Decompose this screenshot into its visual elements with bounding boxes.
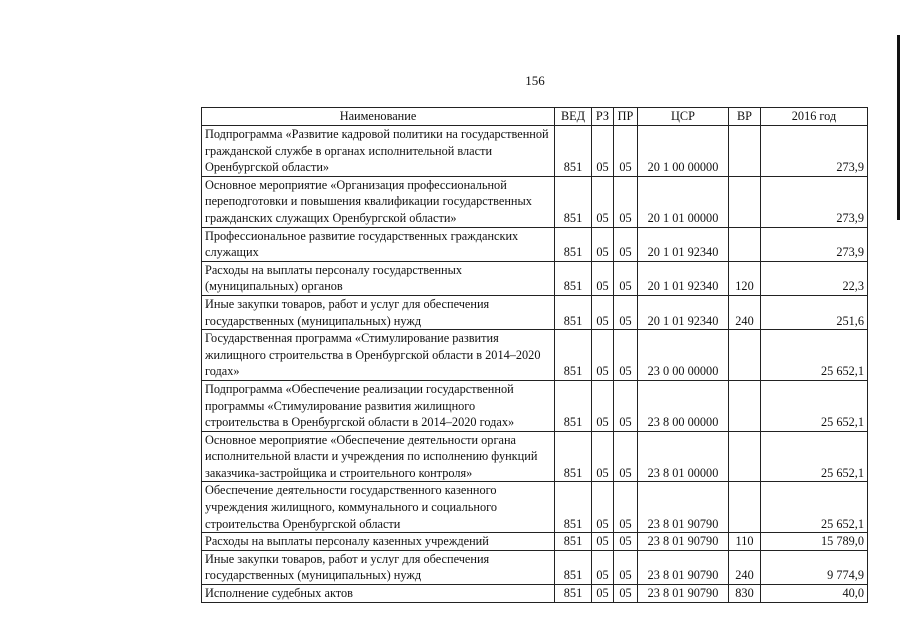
cell-csr: 20 1 01 92340 <box>638 227 729 261</box>
cell-name: Иные закупки товаров, работ и услуг для обеспечения государственных (муниципальных) нужд <box>202 295 555 329</box>
table-row <box>202 330 868 381</box>
cell-vr: 240 <box>729 550 761 584</box>
cell-rz: 05 <box>592 330 614 381</box>
cell-csr: 20 1 01 00000 <box>638 176 729 227</box>
cell-rz: 05 <box>592 176 614 227</box>
table-row <box>202 431 868 482</box>
cell-amount: 9 774,9 <box>761 550 868 584</box>
cell-name: Подпрограмма «Развитие кадровой политики на государственной гражданской службе в органах исполнительной власти Оренбургской области» <box>202 126 555 177</box>
cell-pr: 05 <box>614 176 638 227</box>
table-row <box>202 585 868 603</box>
table-row <box>202 176 868 227</box>
cell-ved: 851 <box>555 330 592 381</box>
column-header-name: Наименование <box>202 108 555 126</box>
cell-csr: 23 8 01 90790 <box>638 533 729 551</box>
cell-name: Расходы на выплаты персоналу государственных (муниципальных) органов <box>202 261 555 295</box>
cell-csr: 20 1 00 00000 <box>638 126 729 177</box>
cell-vr <box>729 330 761 381</box>
cell-amount: 273,9 <box>761 227 868 261</box>
scan-edge-mark <box>897 35 900 220</box>
cell-amount: 15 789,0 <box>761 533 868 551</box>
cell-csr: 23 0 00 00000 <box>638 330 729 381</box>
cell-name: Государственная программа «Стимулирование развития жилищного строительства в Оренбургской области в 2014–2020 годах» <box>202 330 555 381</box>
cell-rz: 05 <box>592 126 614 177</box>
cell-name: Основное мероприятие «Обеспечение деятельности органа исполнительной власти и учреждения по исполнению функций заказчика-застройщика и строительного контроля» <box>202 431 555 482</box>
cell-vr <box>729 482 761 533</box>
cell-rz: 05 <box>592 295 614 329</box>
cell-vr: 110 <box>729 533 761 551</box>
cell-amount: 25 652,1 <box>761 330 868 381</box>
cell-vr <box>729 380 761 431</box>
budget-table <box>201 107 868 603</box>
cell-name: Подпрограмма «Обеспечение реализации государственной программы «Стимулирование развития жилищного строительства в Оренбургской области в 2014–2020 годах» <box>202 380 555 431</box>
cell-pr: 05 <box>614 227 638 261</box>
cell-csr: 20 1 01 92340 <box>638 261 729 295</box>
cell-amount: 40,0 <box>761 585 868 603</box>
column-header-vr: ВР <box>729 108 761 126</box>
cell-csr: 23 8 01 90790 <box>638 585 729 603</box>
cell-amount: 25 652,1 <box>761 380 868 431</box>
cell-rz: 05 <box>592 585 614 603</box>
cell-pr: 05 <box>614 482 638 533</box>
table-row <box>202 295 868 329</box>
cell-csr: 23 8 01 90790 <box>638 550 729 584</box>
cell-ved: 851 <box>555 482 592 533</box>
column-header-csr: ЦСР <box>638 108 729 126</box>
cell-name: Обеспечение деятельности государственного казенного учреждения жилищного, коммунального и социального строительства Оренбургской области <box>202 482 555 533</box>
cell-ved: 851 <box>555 261 592 295</box>
cell-vr: 830 <box>729 585 761 603</box>
column-header-ved: ВЕД <box>555 108 592 126</box>
cell-name: Профессиональное развитие государственных гражданских служащих <box>202 227 555 261</box>
cell-ved: 851 <box>555 550 592 584</box>
cell-pr: 05 <box>614 585 638 603</box>
cell-rz: 05 <box>592 380 614 431</box>
cell-ved: 851 <box>555 431 592 482</box>
table-row <box>202 227 868 261</box>
table-row <box>202 550 868 584</box>
table-row <box>202 482 868 533</box>
cell-amount: 22,3 <box>761 261 868 295</box>
cell-amount: 273,9 <box>761 176 868 227</box>
cell-csr: 20 1 01 92340 <box>638 295 729 329</box>
table-row <box>202 380 868 431</box>
cell-pr: 05 <box>614 431 638 482</box>
cell-rz: 05 <box>592 550 614 584</box>
cell-rz: 05 <box>592 431 614 482</box>
cell-amount: 25 652,1 <box>761 482 868 533</box>
cell-vr: 120 <box>729 261 761 295</box>
cell-pr: 05 <box>614 380 638 431</box>
cell-ved: 851 <box>555 295 592 329</box>
cell-amount: 251,6 <box>761 295 868 329</box>
cell-name: Основное мероприятие «Организация профессиональной переподготовки и повышения квалификации государственных гражданских служащих Оренбургской области» <box>202 176 555 227</box>
cell-csr: 23 8 01 00000 <box>638 431 729 482</box>
cell-csr: 23 8 01 90790 <box>638 482 729 533</box>
column-header-pr: ПР <box>614 108 638 126</box>
cell-ved: 851 <box>555 585 592 603</box>
cell-pr: 05 <box>614 126 638 177</box>
cell-pr: 05 <box>614 295 638 329</box>
cell-ved: 851 <box>555 126 592 177</box>
cell-pr: 05 <box>614 550 638 584</box>
cell-pr: 05 <box>614 330 638 381</box>
table-row <box>202 126 868 177</box>
cell-rz: 05 <box>592 227 614 261</box>
cell-vr <box>729 431 761 482</box>
cell-pr: 05 <box>614 261 638 295</box>
cell-rz: 05 <box>592 482 614 533</box>
cell-vr: 240 <box>729 295 761 329</box>
table-row <box>202 533 868 551</box>
cell-pr: 05 <box>614 533 638 551</box>
cell-name: Иные закупки товаров, работ и услуг для обеспечения государственных (муниципальных) нужд <box>202 550 555 584</box>
table-header-row <box>202 108 868 126</box>
cell-name: Исполнение судебных актов <box>202 585 555 603</box>
page-number: 156 <box>525 73 545 88</box>
cell-amount: 273,9 <box>761 126 868 177</box>
cell-ved: 851 <box>555 176 592 227</box>
cell-vr <box>729 176 761 227</box>
cell-vr <box>729 126 761 177</box>
column-header-rz: РЗ <box>592 108 614 126</box>
cell-ved: 851 <box>555 533 592 551</box>
cell-ved: 851 <box>555 380 592 431</box>
column-header-year: 2016 год <box>761 108 868 126</box>
cell-rz: 05 <box>592 261 614 295</box>
cell-csr: 23 8 00 00000 <box>638 380 729 431</box>
cell-ved: 851 <box>555 227 592 261</box>
cell-rz: 05 <box>592 533 614 551</box>
table-row <box>202 261 868 295</box>
cell-amount: 25 652,1 <box>761 431 868 482</box>
cell-vr <box>729 227 761 261</box>
cell-name: Расходы на выплаты персоналу казенных учреждений <box>202 533 555 551</box>
